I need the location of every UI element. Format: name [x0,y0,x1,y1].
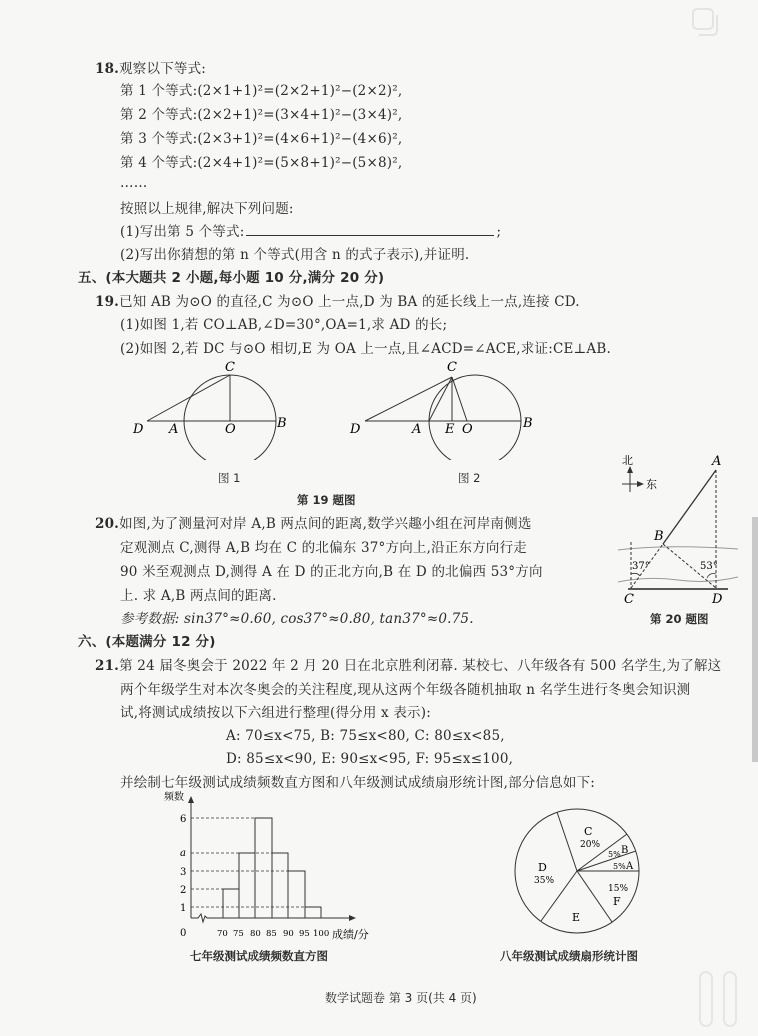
fig2-label-e: E [445,422,455,437]
pause-overlay-icon[interactable] [690,970,750,1028]
q18-number: 18. [95,61,120,77]
hist-ylabel: 频数 [164,792,184,803]
copy-overlay-icon[interactable] [691,7,721,37]
q19-number: 19. [95,294,120,310]
q20-reference: 参考数据: sin37°≈0.60, cos37°≈0.80, tan37°≈0.75. [120,611,474,627]
q19-stem [95,293,580,311]
north-label: 北 [622,454,633,467]
q20-figure-caption: 第 20 题图 [650,612,709,626]
q21-groups-row1: A: 70≤x<75, B: 75≤x<80, C: 80≤x<85, [226,728,505,744]
q19-stem-text: 已知 AB 为⊙O 的直径,C 为⊙O 上一点,D 为 BA 的延长线上一点,连接 CD. [119,294,580,310]
svg-text:15%: 15% [608,884,629,894]
fig2-label-d: D [350,422,361,437]
q21-line2: 两个年级学生对本次冬奥会的关注程度,现从这两个年级各随机抽取 n 名学生进行冬奥会知识测 [120,682,691,698]
svg-text:a: a [180,848,186,859]
svg-text:F: F [613,895,621,908]
fig2-label-c: C [447,360,457,375]
q20-line1-text: 如图,为了测量河对岸 A,B 两点间的距离,数学兴趣小组在河岸南侧选 [119,516,532,532]
fig2-label-o: O [462,422,473,437]
fig1-label-a: A [169,422,179,437]
east-label: 东 [646,478,657,491]
svg-text:1: 1 [180,903,187,914]
q19-part2: (2)如图 2,若 DC 与⊙O 相切,E 为 OA 上一点,且∠ACD=∠ACE,求证:CE⊥AB. [120,341,611,357]
q18-part1 [120,223,501,241]
svg-text:B: B [621,845,629,856]
q20-line4: 上. 求 A,B 两点间的距离. [120,588,277,604]
grade8-pie-chart [510,805,660,940]
svg-text:2: 2 [180,885,187,896]
q19-figure-caption: 第 19 题图 [297,493,356,507]
q21-closing: 并绘制七年级测试成绩频数直方图和八年级测试成绩扇形统计图,部分信息如下: [120,775,596,791]
q18-part2: (2)写出你猜想的第 n 个等式(用含 n 的式子表示),并证明. [120,247,470,263]
q21-line1-text: 第 24 届冬奥会于 2022 年 2 月 20 日在北京胜利闭幕. 某校七、八年级各有 500 名学生,为了解这 [119,658,722,674]
q18-stem [95,60,206,78]
hist-xlabel: 成绩/分 [332,928,369,940]
svg-text:75: 75 [233,929,244,939]
angle-37-label: 37° [632,561,650,572]
q18-eq2: 第 2 个等式:(2×2+1)²=(3×4+1)²−(3×4)², [120,107,403,123]
histogram-title: 七年级测试成绩频数直方图 [190,949,328,963]
fig1-label-c: C [225,360,235,375]
q21-line3: 试,将测试成绩按以下六组进行整理(得分用 x 表示): [120,705,431,721]
q21-number: 21. [95,658,120,674]
label-b: B [654,529,664,544]
svg-text:E: E [572,911,581,924]
fig1-caption: 图 1 [218,471,241,485]
svg-text:100: 100 [313,929,330,939]
pie-title: 八年级测试成绩扇形统计图 [500,949,638,963]
bar-85-90 [272,853,288,918]
q20-number: 20. [95,516,120,532]
bar-90-95 [288,871,305,918]
grade7-histogram [160,790,395,940]
fig1-label-b: B [277,416,287,431]
fig1-label-d: D [133,422,144,437]
q20-figure [608,452,748,604]
q21-groups-row2: D: 85≤x<90, E: 90≤x<95, F: 95≤x≤100, [226,751,514,767]
q20-line2: 定观测点 C,测得 A,B 均在 C 的北偏东 37°方向上,沿正东方向行走 [120,540,527,556]
q20-line1 [95,515,532,533]
bar-95-100 [305,907,321,918]
q18-instruction: 按照以上规律,解决下列问题: [120,201,294,217]
svg-text:5%: 5% [613,862,626,871]
svg-text:20%: 20% [580,840,601,850]
fig1-label-o: O [225,422,236,437]
svg-text:80: 80 [250,929,261,939]
bar-80-85 [255,818,272,918]
svg-text:35%: 35% [534,876,555,886]
section6-title: 六、(本题满分 12 分) [78,634,216,650]
svg-text:85: 85 [266,929,277,939]
page-footer: 数学试题卷 第 3 页(共 4 页) [325,991,477,1005]
q18-part1-text: (1)写出第 5 个等式: [120,224,245,240]
label-d: D [712,592,723,604]
svg-text:3: 3 [180,867,187,878]
label-c: C [624,592,634,604]
svg-text:A: A [626,861,634,872]
fig2-caption: 图 2 [458,471,481,485]
fig2-label-b: B [523,416,533,431]
answer-blank[interactable] [246,223,494,236]
bar-75-80 [239,853,255,918]
q18-ellipsis: …… [120,175,148,191]
q18-eq1: 第 1 个等式:(2×1+1)²=(2×2+1)²−(2×2)², [120,83,403,99]
q18-eq4: 第 4 个等式:(2×4+1)²=(5×8+1)²−(5×8)², [120,155,403,171]
q18-eq3: 第 3 个等式:(2×3+1)²=(4×6+1)²−(4×6)², [120,131,403,147]
svg-text:C: C [584,825,593,838]
label-a: A [712,454,722,469]
q19-figure-2 [345,355,540,460]
svg-text:D: D [538,861,547,874]
q20-line3: 90 米至观测点 D,测得 A 在 D 的正北方向,B 在 D 的北偏西 53°方向 [120,564,543,580]
fig2-label-a: A [412,422,422,437]
svg-text:90: 90 [283,929,294,939]
svg-text:0: 0 [180,928,187,939]
q19-figure-1 [125,355,305,460]
angle-53-label: 53° [700,561,718,572]
svg-text:6: 6 [180,814,187,825]
section5-title: 五、(本大题共 2 小题,每小题 10 分,满分 20 分) [78,270,385,286]
q18-intro: 观察以下等式: [119,61,207,77]
q19-part1: (1)如图 1,若 CO⊥AB,∠D=30°,OA=1,求 AD 的长; [120,317,448,333]
q18-part1-suffix: ; [496,224,502,240]
scrollbar-strip[interactable] [752,517,758,762]
svg-text:95: 95 [299,929,310,939]
q21-line1 [95,657,721,675]
svg-text:70: 70 [217,929,228,939]
bar-70-75 [223,889,239,918]
svg-text:5%: 5% [608,850,621,859]
